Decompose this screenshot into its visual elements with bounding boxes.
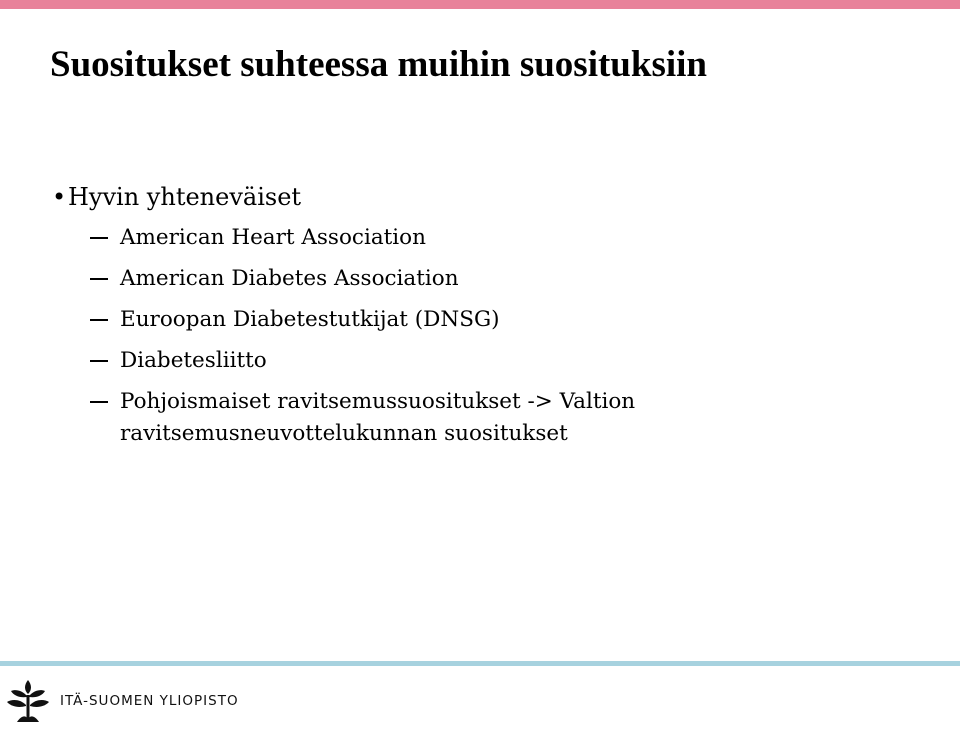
sub-bullet-item bbox=[52, 263, 680, 295]
dash-marker bbox=[90, 319, 108, 321]
bullet-item bbox=[52, 180, 912, 214]
sub-bullet-item bbox=[52, 386, 680, 450]
bullet-marker: • bbox=[52, 183, 67, 211]
top-accent-rule bbox=[0, 0, 960, 9]
slide-title: Suositukset suhteessa muihin suosituksiin bbox=[50, 44, 708, 85]
sub-bullet-item bbox=[52, 304, 680, 336]
sub-bullet-text: American Diabetes Association bbox=[120, 266, 459, 291]
sub-bullet-item bbox=[52, 222, 680, 254]
university-logo bbox=[6, 678, 239, 724]
university-tree-icon bbox=[6, 678, 50, 724]
sub-bullet-text: Pohjoismaiset ravitsemussuositukset -> Valtion ravitsemusneuvottelukunnan suositukset bbox=[120, 389, 636, 446]
sub-bullet-item bbox=[52, 345, 680, 377]
sub-bullet-text: Diabetesliitto bbox=[120, 348, 267, 373]
university-name: ITÄ-SUOMEN YLIOPISTO bbox=[60, 693, 239, 709]
sub-bullet-text: American Heart Association bbox=[120, 225, 426, 250]
dash-marker bbox=[90, 278, 108, 280]
bottom-accent-rule bbox=[0, 661, 960, 666]
bullet-text: Hyvin yhteneväiset bbox=[68, 183, 302, 211]
sub-bullet-text: Euroopan Diabetestutkijat (DNSG) bbox=[120, 307, 500, 332]
slide-content bbox=[52, 180, 912, 459]
dash-marker bbox=[90, 360, 108, 362]
dash-marker bbox=[90, 237, 108, 239]
sub-bullet-list bbox=[52, 222, 912, 450]
dash-marker bbox=[90, 401, 108, 403]
